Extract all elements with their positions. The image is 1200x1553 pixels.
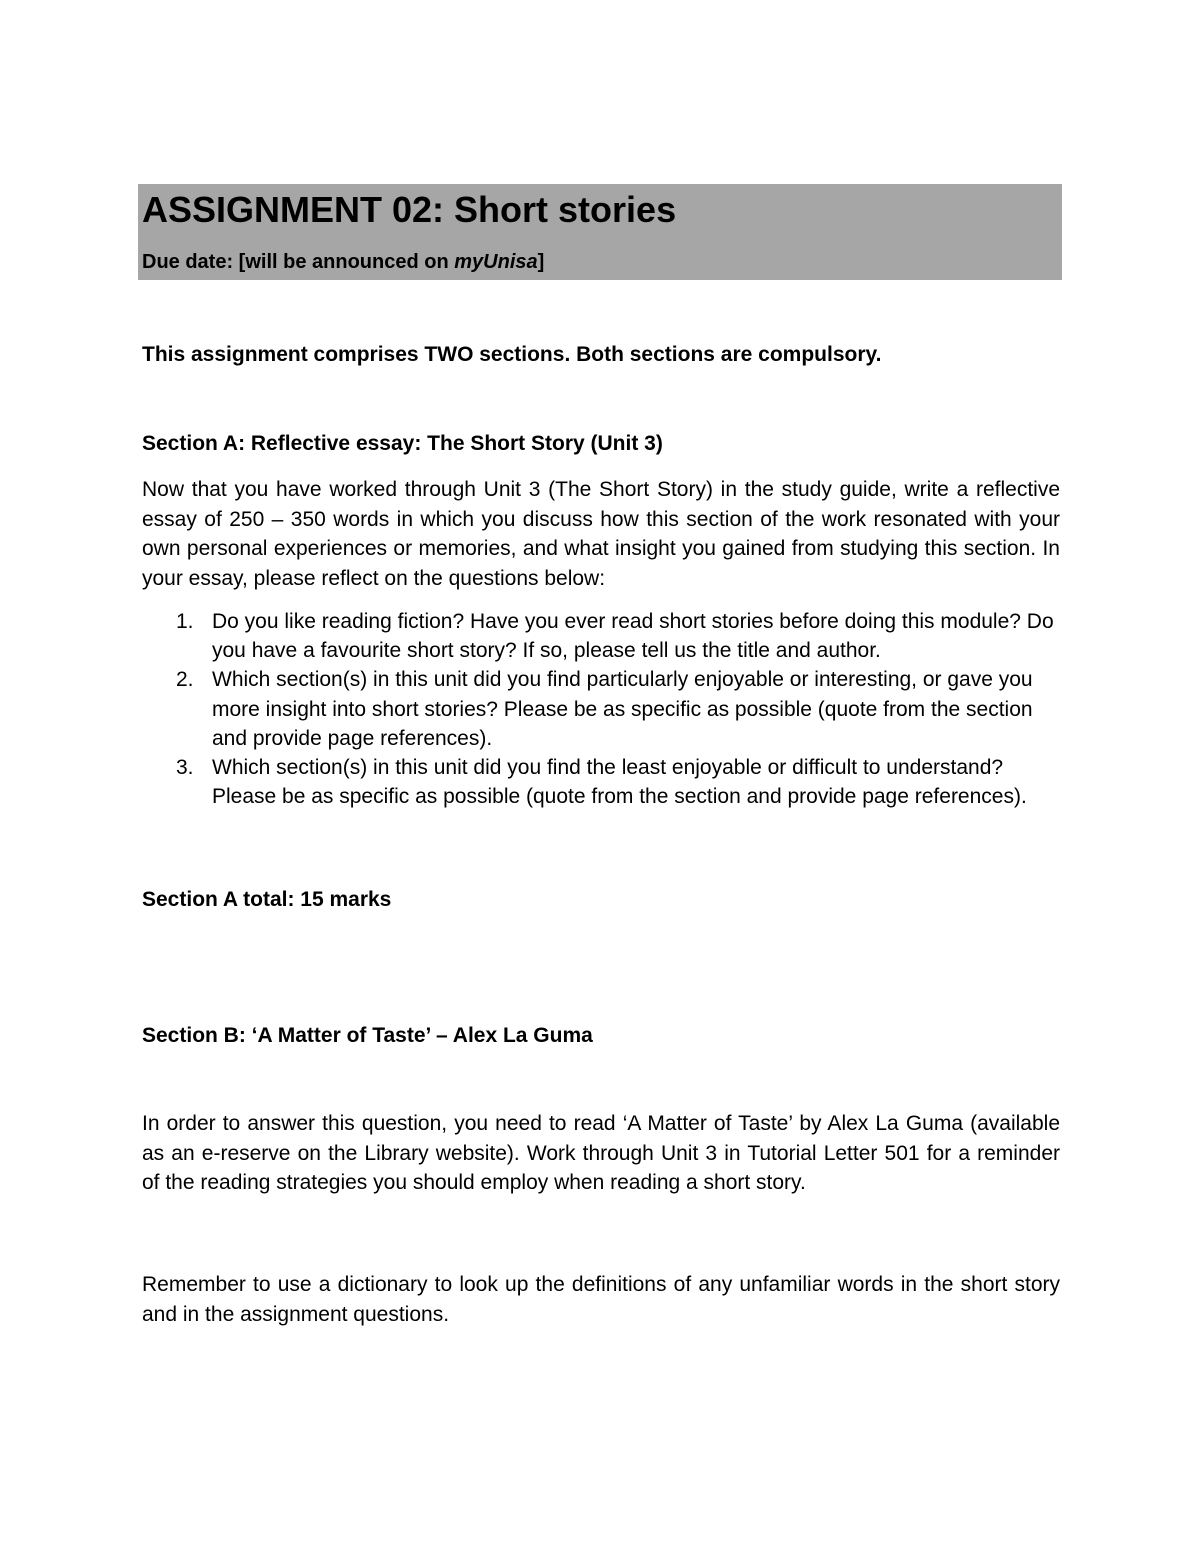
due-date-platform: myUnisa [454, 251, 538, 273]
list-item [142, 753, 1060, 811]
list-item-text: Do you like reading fiction? Have you ever read short stories before doing this module? Do you have a favourite short story? If so, please tell us the title and author. [212, 610, 1054, 663]
list-item-number: 2. [176, 668, 194, 692]
section-a-paragraph: Now that you have worked through Unit 3 (The Short Story) in the study guide, write a reflective essay of 250 – 350 words in which you discuss how this section of the work resonated with your own personal experiences or memories, and what insight you gained from studying this section. In your essay, please reflect on the questions below: [142, 478, 1060, 590]
section-a-question-list [142, 607, 1060, 811]
list-item-number: 1. [176, 610, 194, 633]
section-b-heading: Section B: ‘A Matter of Taste’ – Alex La Guma [142, 1024, 593, 1047]
section-b-paragraph-2: Remember to use a dictionary to look up the definitions of any unfamiliar words in the short story and in the assignment questions. [142, 1273, 1060, 1326]
list-item-text: Which section(s) in this unit did you find the least enjoyable or difficult to understand? Please be as specific as possible (quote from the section and provide page references). [212, 756, 1027, 809]
intro-statement: This assignment comprises TWO sections. Both sections are compulsory. [142, 343, 882, 366]
list-item-text: Which section(s) in this unit did you find particularly enjoyable or interesting, or gave you more insight into short stories? Please be as specific as possible (quote from the section and provide page references). [212, 668, 1033, 750]
list-item-number: 3. [176, 756, 194, 780]
due-date [142, 250, 544, 274]
assignment-header-banner [138, 184, 1062, 280]
section-a-heading: Section A: Reflective essay: The Short Story (Unit 3) [142, 432, 663, 455]
list-item [142, 665, 1060, 753]
due-date-suffix: ] [537, 251, 545, 273]
section-a-total: Section A total: 15 marks [142, 888, 392, 911]
assignment-title: ASSIGNMENT 02: Short stories [142, 189, 677, 230]
due-date-prefix: Due date: [will be announced on [142, 251, 455, 273]
section-b-paragraph-1: In order to answer this question, you need to read ‘A Matter of Taste’ by Alex La Guma (available as an e-reserve on the Library website). Work through Unit 3 in Tutorial Letter 501 for a reminder of the reading strategies you should employ when reading a short story. [142, 1112, 1060, 1194]
list-item [142, 607, 1060, 665]
